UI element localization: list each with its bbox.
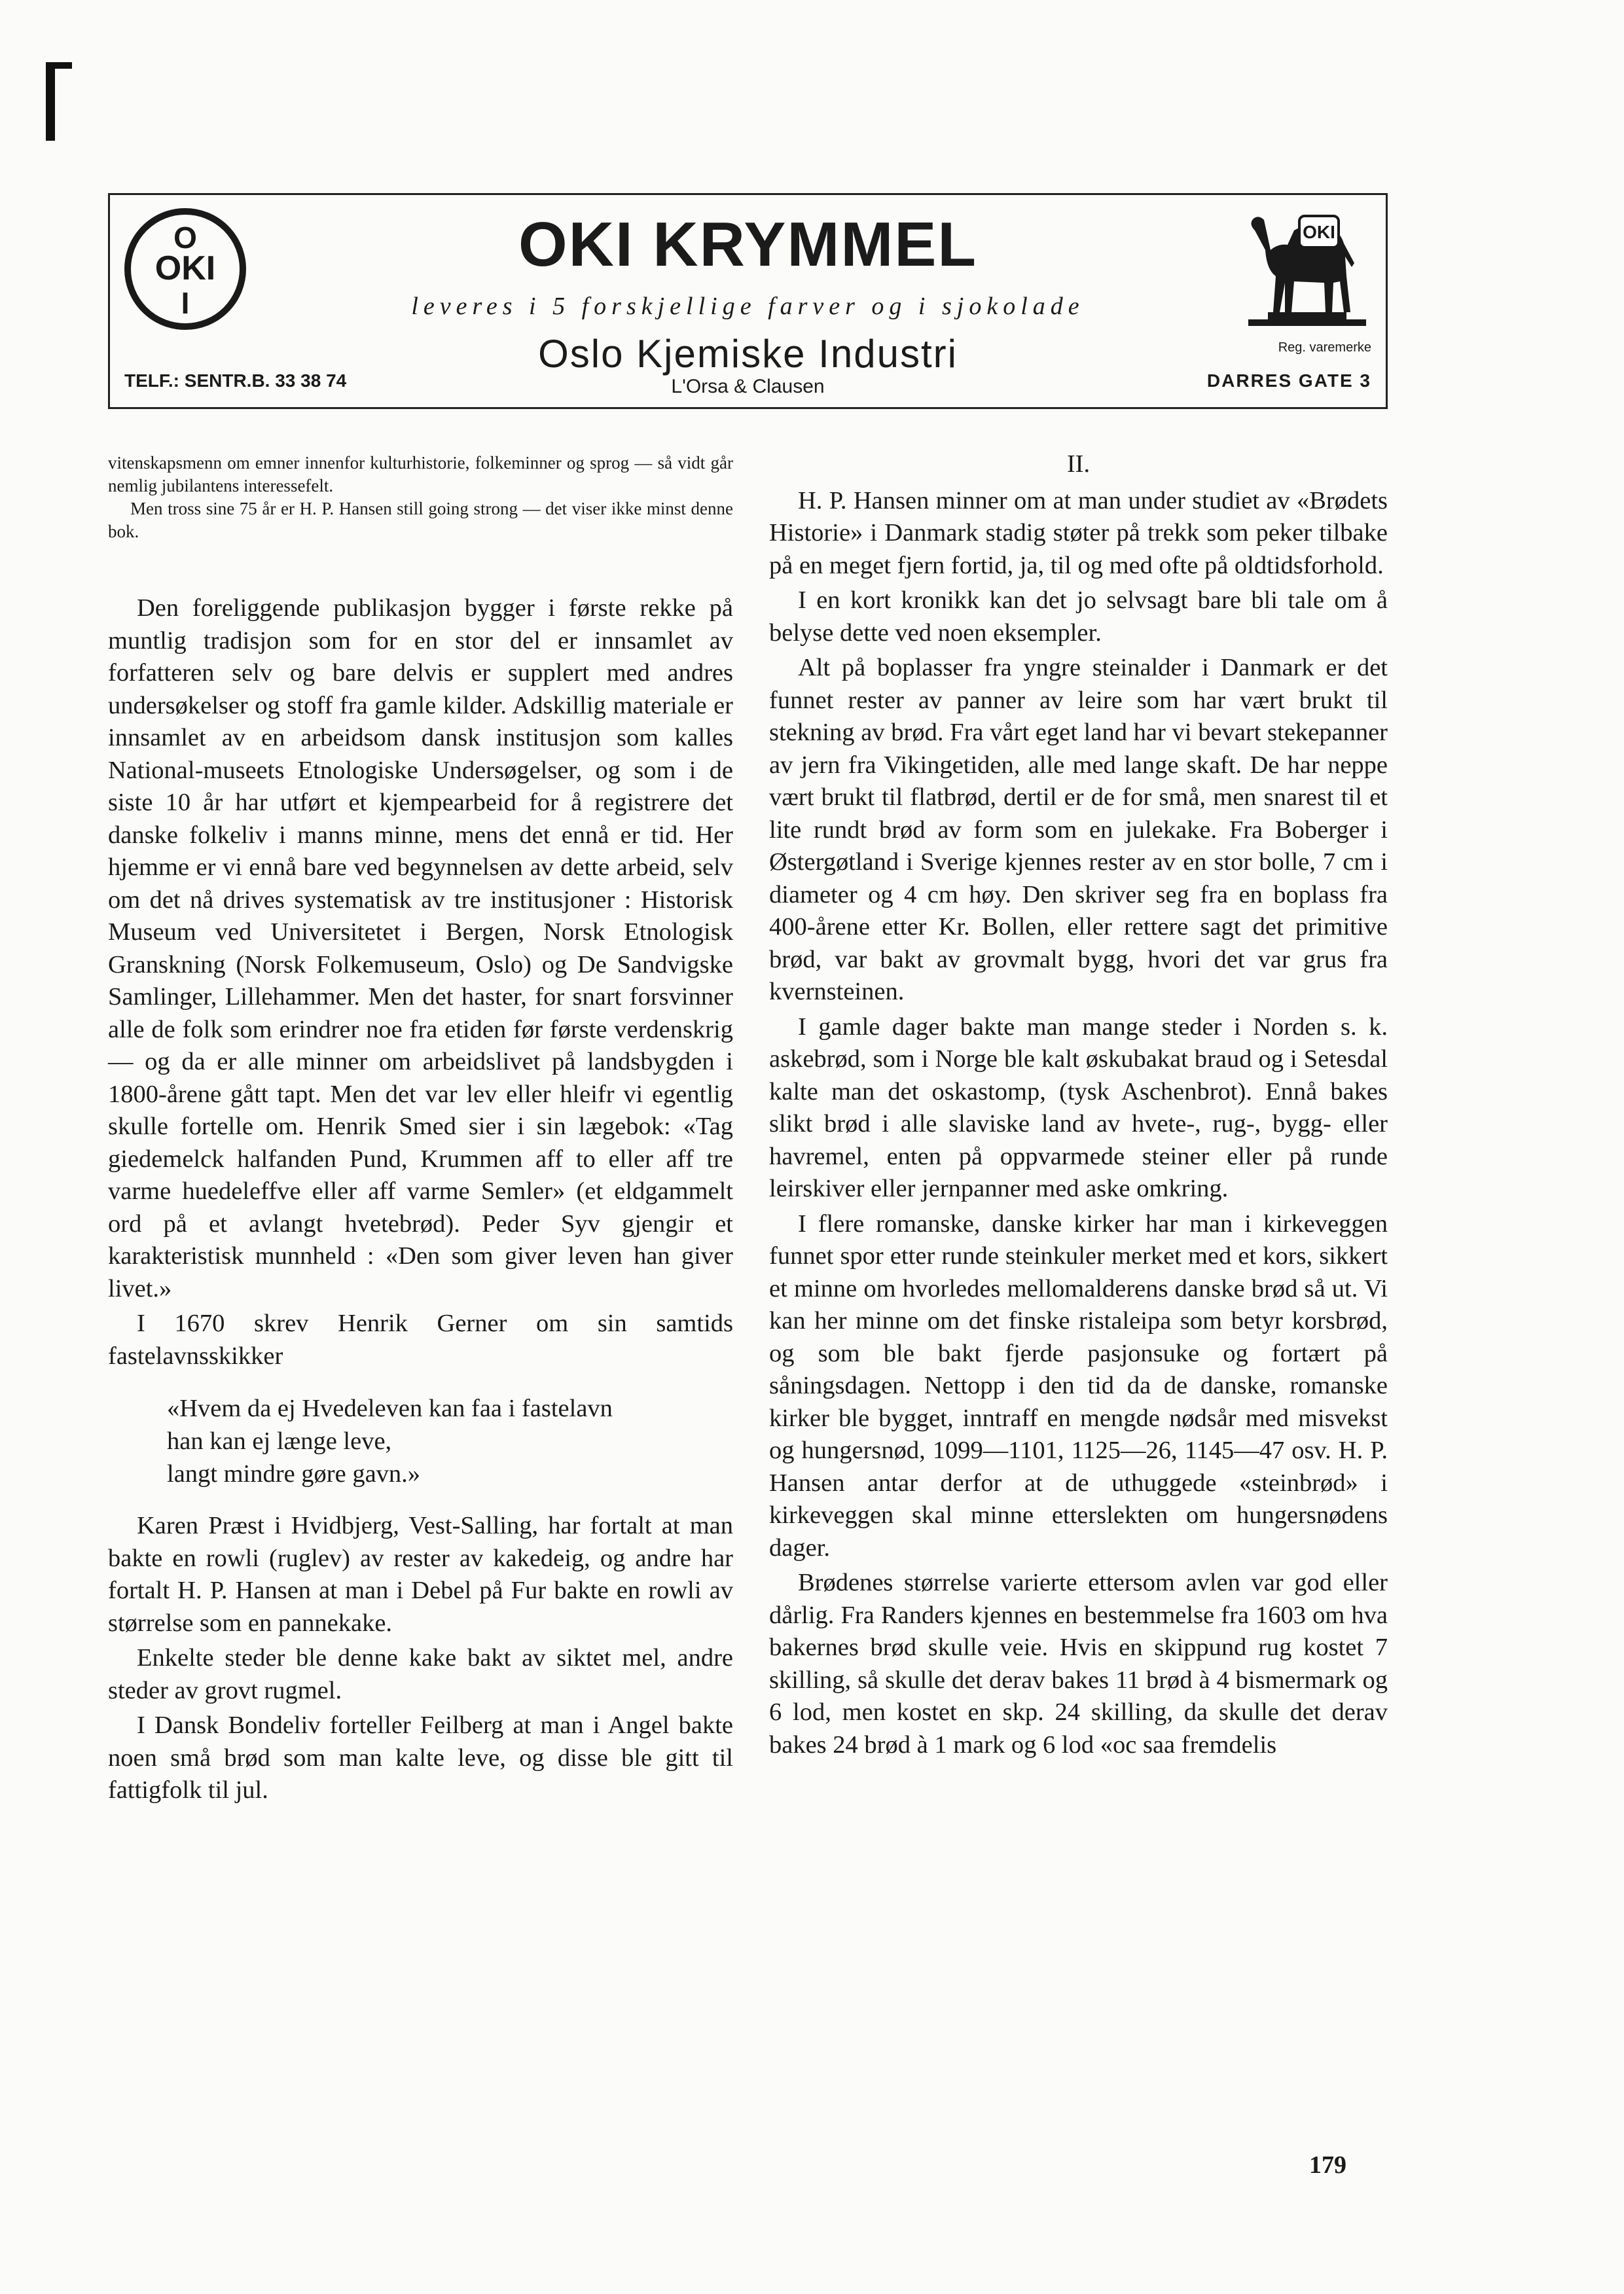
verse-line-3: langt mindre gøre gavn.» xyxy=(167,1460,421,1488)
section-heading: II. xyxy=(1066,450,1091,478)
intro-paragraph-2: Men tross sine 75 år er H. P. Hansen still going strong — det viser ikke minst denne bok. xyxy=(108,499,733,541)
ad-company: Oslo Kjemiske Industri xyxy=(538,332,958,376)
left-paragraph-2: I 1670 skrev Henrik Gerner om sin samtids fastelavnsskikker xyxy=(108,1310,733,1370)
right-paragraph-1: H. P. Hansen minner om at man under studiet av «Brødets Historie» i Danmark stadig støter på trekk som peker tilbake på en meget fjern fortid, ja, til og med ofte på oldtidsforhold. xyxy=(769,486,1388,579)
camel-trademark-icon xyxy=(1242,204,1373,329)
left-paragraph-5: I Dansk Bondeliv forteller Feilberg at man i Angel bakte noen små brød som man kalte leve, og disse ble gitt til fattigfolk til jul. xyxy=(108,1712,733,1804)
logo-line-1: O xyxy=(173,221,197,255)
verse-line-1: «Hvem da ej Hvedeleven kan faa i fastelavn xyxy=(167,1395,613,1422)
ad-phone: TELF.: SENTR.B. 33 38 74 xyxy=(124,370,347,391)
page-number: 179 xyxy=(1309,2151,1346,2179)
right-column xyxy=(769,448,1388,1764)
left-paragraph-1: Den foreliggende publikasjon bygger i første rekke på muntlig tradisjon som for en stor del er innsamlet av forfatteren selv og bare delvis er supplert med andres undersøkelser og stoff fra gamle kilder. Adskillig materiale er innsamlet av en arbeidsom dansk institusjon som kalles National-museets Etnologiske Undersøgelser, og som i de siste 10 år har utført et kjempearbeid for å registrere det danske folkeliv i manns minne, mens det ennå er tid. Her hjemme er vi ennå bare ved begynnelsen av dette arbeid, selv om det nå drives systematisk av tre institusjoner : Historisk Museum ved Universitetet i Bergen, Norsk Etnologisk Granskning (Norsk Folkemuseum, Oslo) og De Sandvigske Samlinger, Lillehammer. Men det haster, for snart forsvinner alle de folk som erindrer noe fra etiden før første verdenskrig — og da er alle minner om arbeidslivet på landsbygden i 1800-årene gått tapt. Men det var lev eller hleifr vi egentlig skulle fortelle om. Henrik Smed sier i sin lægebok: «Tag giedemelck halfanden Pund, Krummen aff to eller aff tre varme huedeleffve eller aff varme Semler» (et eldgammelt ord på et avlangt hvetebrød). Peder Syv gjengir et karakteristisk munnheld : «Den som giver leven han giver livet.» xyxy=(108,594,733,1302)
intro-paragraphs xyxy=(108,452,733,543)
right-paragraph-5: I flere romanske, danske kirker har man i kirkeveggen funnet spor etter runde steinkuler merket med et kors, sikkert et minne om hvorledes mellomalderens danske brød så ut. Vi kan her minne om det finske ristaleipa som betyr korsbrød, og som ble bakt fjerde pasjonsuke og fortært på såningsdagen. Nettopp i den tid da de danske, romanske kirker ble bygget, inntraff en mengde nødsår med misvekst og hungersnød, 1099—1101, 1125—26, 1145—47 osv. H. P. Hansen antar derfor at de uthuggede «steinbrød» i kirkeveggen skal minne etterslekten om hungersnødens dager. xyxy=(769,1210,1388,1562)
right-paragraph-3: Alt på boplasser fra yngre steinalder i Danmark er det funnet rester av panner av leire som har vært brukt til stekning av brød. Fra vårt eget land har vi bevart stekepanner av jern fra Vikingetiden, alle med lange skaft. De har neppe vært brukt til flatbrød, dertil er de for små, men snarest til et lite rundt brød av form som en julekake. Fra Boberger i Østergøtland i Sverige kjennes rester av en stor bolle, 7 cm i diameter og 4 cm høy. Den skriver seg fra en boplass fra 400-årene etter Kr. Bollen, eller rettere sagt det primitive brød, var bakt av grovmalt bygg, hvori det var grus fra kvernsteinen. xyxy=(769,654,1388,1005)
intro-paragraph-1: vitenskapsmenn om emner innenfor kulturhistorie, folkeminner og sprog — så vidt går nemlig jubilantens interessefelt. xyxy=(108,453,733,495)
verse-quote xyxy=(167,1392,733,1490)
verse-line-2: han kan ej længe leve, xyxy=(167,1427,392,1455)
camel-badge-text: OKI xyxy=(1303,222,1335,242)
advertisement-box xyxy=(108,193,1388,409)
left-paragraph-4: Enkelte steder ble denne kake bakt av siktet mel, andre steder av grovt rugmel. xyxy=(108,1644,733,1704)
right-paragraph-6: Brødenes størrelse varierte ettersom avlen var god eller dårlig. Fra Randers kjennes en bestemmelse fra 1603 om hva bakernes brød skulle veie. Hvis en skippund rug kostet 7 skilling, så skulle det derav bakes 11 brød à 4 bismermark og 6 lod, men kostet en skp. 24 skilling, da skulle det derav bakes 24 brød à 1 mark og 6 lod «oc saa fremdelis xyxy=(769,1569,1388,1759)
ad-brand-title: OKI KRYMMEL xyxy=(518,209,978,279)
ad-trademark-note: Reg. varemerke xyxy=(1278,340,1371,355)
right-paragraph-4: I gamle dager bakte man mange steder i Norden s. k. askebrød, som i Norge ble kalt øskubakat braud og i Setesdal kalte man det oskastomp, (tysk Aschenbrot). Ennå bakes slikt brød i alle slaviske land av hvete-, rug-, bygg- eller havremel, enten på oppvarmede steiner eller på runde leirskiver eller jernpanner med aske omkring. xyxy=(769,1013,1388,1202)
ad-tagline: leveres i 5 forskjellige farver og i sjokolade xyxy=(411,293,1085,320)
left-column xyxy=(108,592,733,1810)
logo-line-3: I xyxy=(181,286,190,320)
right-paragraph-2: I en kort kronikk kan det jo selvsagt bare bli tale om å belyse dette ved noen eksempler. xyxy=(769,586,1388,647)
scan-corner-mark xyxy=(46,62,55,141)
ad-address: DARRES GATE 3 xyxy=(1206,370,1371,391)
ad-owners: L'Orsa & Clausen xyxy=(671,376,825,397)
left-paragraph-3: Karen Præst i Hvidbjerg, Vest-Salling, har fortalt at man bakte en rowli (ruglev) av rester av kakedeig, og andre har fortalt H. P. Hansen at man i Debel på Fur bakte en rowli av størrelse som en pannekake. xyxy=(108,1512,733,1637)
logo-line-2: OKI xyxy=(154,249,216,287)
